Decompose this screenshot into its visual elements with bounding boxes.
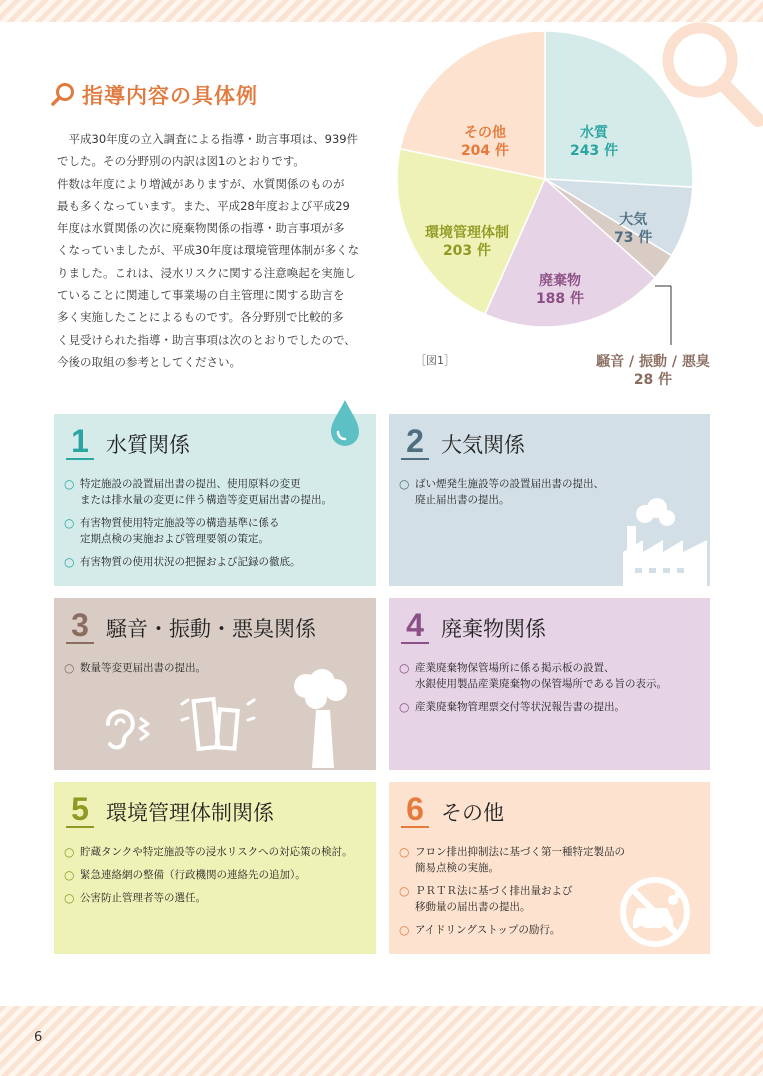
intro-line: くなっていましたが、平成30年度は環境管理体制が多くな [57, 243, 360, 258]
slice-name: その他 [464, 125, 506, 141]
pie-slice-0 [545, 31, 693, 187]
item-line: 産業廃棄物管理票交付等状況報告書の提出。 [415, 701, 625, 713]
box-heading [66, 608, 316, 644]
category-box-water [54, 414, 376, 586]
item-line: または排水量の変更に伴う構造等変更届出書の提出。 [80, 494, 332, 506]
item-line: 数量等変更届出書の提出。 [80, 662, 206, 674]
box-title: 水質関係 [106, 433, 190, 457]
box-items [399, 476, 604, 515]
box-heading [66, 792, 274, 828]
box-items [399, 660, 667, 722]
box-items [399, 844, 625, 945]
pie-label-taiki [614, 211, 652, 247]
item-line: 公害防止管理者等の選任。 [80, 892, 206, 904]
list-item: ○ アイドリングストップの励行。 [399, 923, 561, 937]
list-item: ○ 特定施設の設置届出書の提出、使用原料の変更 または排水量の変更に伴う構造等変更届出書の提出。 [64, 477, 332, 506]
item-line: 緊急連絡網の整備（行政機関の連絡先の追加）。 [80, 869, 306, 881]
smokestack-icon [286, 668, 366, 768]
box-number: 1 [66, 424, 94, 460]
slice-count: 28 件 [633, 372, 673, 388]
box-heading [66, 424, 190, 460]
intro-line: りました。これは、浸水リスクに関する注意喚起を実施し [57, 265, 356, 280]
box-heading [401, 608, 546, 644]
pie-label-suishitsu [570, 124, 618, 160]
list-item: ○ 産業廃棄物管理票交付等状況報告書の提出。 [399, 700, 625, 714]
item-line: 水銀使用製品産業廃棄物の保管場所である旨の表示。 [415, 678, 667, 690]
category-box-waste [389, 598, 710, 770]
no-idling-icon [617, 874, 693, 950]
slice-count: 203 件 [442, 243, 492, 259]
category-box-noise [54, 598, 376, 770]
list-item: ○ 数量等変更届出書の提出。 [64, 661, 206, 675]
slice-count: 243 件 [570, 143, 619, 159]
category-box-other [389, 782, 710, 954]
slice-count: 188 件 [535, 291, 585, 307]
pie-label-kankyou [412, 224, 522, 260]
box-number: 6 [401, 792, 429, 828]
intro-line: 最も多くなっています。また、平成28年度および平成29 [57, 198, 350, 213]
slice-name: 水質 [580, 125, 609, 141]
section-heading [50, 80, 258, 110]
box-title: 騒音・振動・悪臭関係 [106, 617, 316, 641]
box-items [64, 844, 353, 913]
intro-line: 平成30年度の立入調査による指導・助言事項は、939件 [68, 132, 359, 146]
shaking-building-icon [178, 690, 258, 754]
figure-label: ［図1］ [415, 354, 455, 367]
item-line: 廃止届出書の提出。 [415, 494, 510, 506]
list-item: ○ ばい煙発生施設等の設置届出書の提出、 廃止届出書の提出。 [399, 477, 604, 506]
box-heading [401, 424, 525, 460]
box-items [64, 476, 332, 577]
item-line: 貯蔵タンクや特定施設等の浸水リスクへの対応策の検討。 [80, 846, 353, 858]
slice-name: 大気 [619, 212, 648, 228]
box-number: 5 [66, 792, 94, 828]
page-number: 6 [34, 1030, 43, 1045]
item-line: ＰＲＴＲ法に基づく排出量および [415, 885, 573, 897]
intro-line: でした。その分野別の内訳は図1のとおりです。 [57, 154, 305, 169]
box-title: 環境管理体制関係 [106, 801, 274, 825]
water-drop-icon [328, 398, 362, 448]
list-item: ○ 産業廃棄物保管場所に係る掲示板の設置、 水銀使用製品産業廃棄物の保管場所である旨の表示。 [399, 661, 667, 690]
slice-name: 環境管理体制 [425, 225, 509, 241]
intro-line: 年度は水質関係の次に廃棄物関係の指導・助言事項が多 [57, 221, 345, 236]
bottom-stripe [0, 1006, 763, 1076]
box-title: 廃棄物関係 [441, 617, 546, 641]
slice-count: 73 件 [614, 230, 653, 246]
box-number: 2 [401, 424, 429, 460]
box-number: 4 [401, 608, 429, 644]
box-title: 大気関係 [441, 433, 525, 457]
item-line: 特定施設の設置届出書の提出、使用原料の変更 [80, 478, 301, 490]
pie-label-sonota [452, 124, 518, 160]
item-line: 簡易点検の実施。 [415, 862, 499, 874]
slice-count: 204 件 [460, 143, 510, 159]
item-line: 有害物質使用特定施設等の構造基準に係る [80, 517, 280, 529]
item-line: 移動量の届出書の提出。 [415, 901, 531, 913]
category-box-management [54, 782, 376, 954]
item-line: 定期点検の実施および管理要領の策定。 [80, 533, 269, 545]
intro-line: く見受けられた指導・助言事項は次のとおりでしたので、 [57, 332, 356, 347]
box-title: その他 [441, 801, 504, 825]
pie-label-haikibutsu [528, 272, 592, 308]
item-line: アイドリングストップの励行。 [415, 924, 561, 936]
intro-line: 今後の取組の参考としてください。 [57, 354, 241, 369]
category-box-air [389, 414, 710, 586]
intro-text [57, 128, 369, 373]
item-line: フロン排出抑制法に基づく第一種特定製品の [415, 846, 625, 858]
slice-name: 騒音 / 振動 / 悪臭 [596, 354, 710, 370]
list-item: ○ フロン排出抑制法に基づく第一種特定製品の 簡易点検の実施。 [399, 845, 625, 874]
list-item: ○ 貯蔵タンクや特定施設等の浸水リスクへの対応策の検討。 [64, 845, 353, 859]
magnifier-icon [50, 82, 76, 108]
intro-line: 件数は年度により増減がありますが、水質関係のものが [57, 176, 345, 191]
list-item: ○ 緊急連絡網の整備（行政機関の連絡先の追加）。 [64, 868, 306, 882]
list-item: ○ ＰＲＴＲ法に基づく排出量および 移動量の届出書の提出。 [399, 884, 573, 913]
intro-line: ていることに関連して事業場の自主管理に関する助言を [57, 288, 345, 303]
box-number: 3 [66, 608, 94, 644]
section-title: 指導内容の具体例 [82, 84, 258, 108]
slice-name: 廃棄物 [539, 273, 581, 289]
list-item: ○ 有害物質の使用状況の把握および記録の徹底。 [64, 555, 301, 569]
factory-icon [617, 496, 707, 586]
ear-icon [102, 708, 154, 752]
list-item: ○ 公害防止管理者等の選任。 [64, 891, 206, 905]
item-line: ばい煙発生施設等の設置届出書の提出、 [415, 478, 604, 490]
box-items [64, 660, 206, 683]
item-line: 有害物質の使用状況の把握および記録の徹底。 [80, 556, 301, 568]
item-line: 産業廃棄物保管場所に係る掲示板の設置、 [415, 662, 615, 674]
list-item: ○ 有害物質使用特定施設等の構造基準に係る 定期点検の実施および管理要領の策定。 [64, 516, 280, 545]
pie-label-souon [588, 353, 718, 389]
box-heading [401, 792, 504, 828]
intro-line: 多く実施したことによるものです。各分野別で比較的多 [57, 310, 344, 325]
